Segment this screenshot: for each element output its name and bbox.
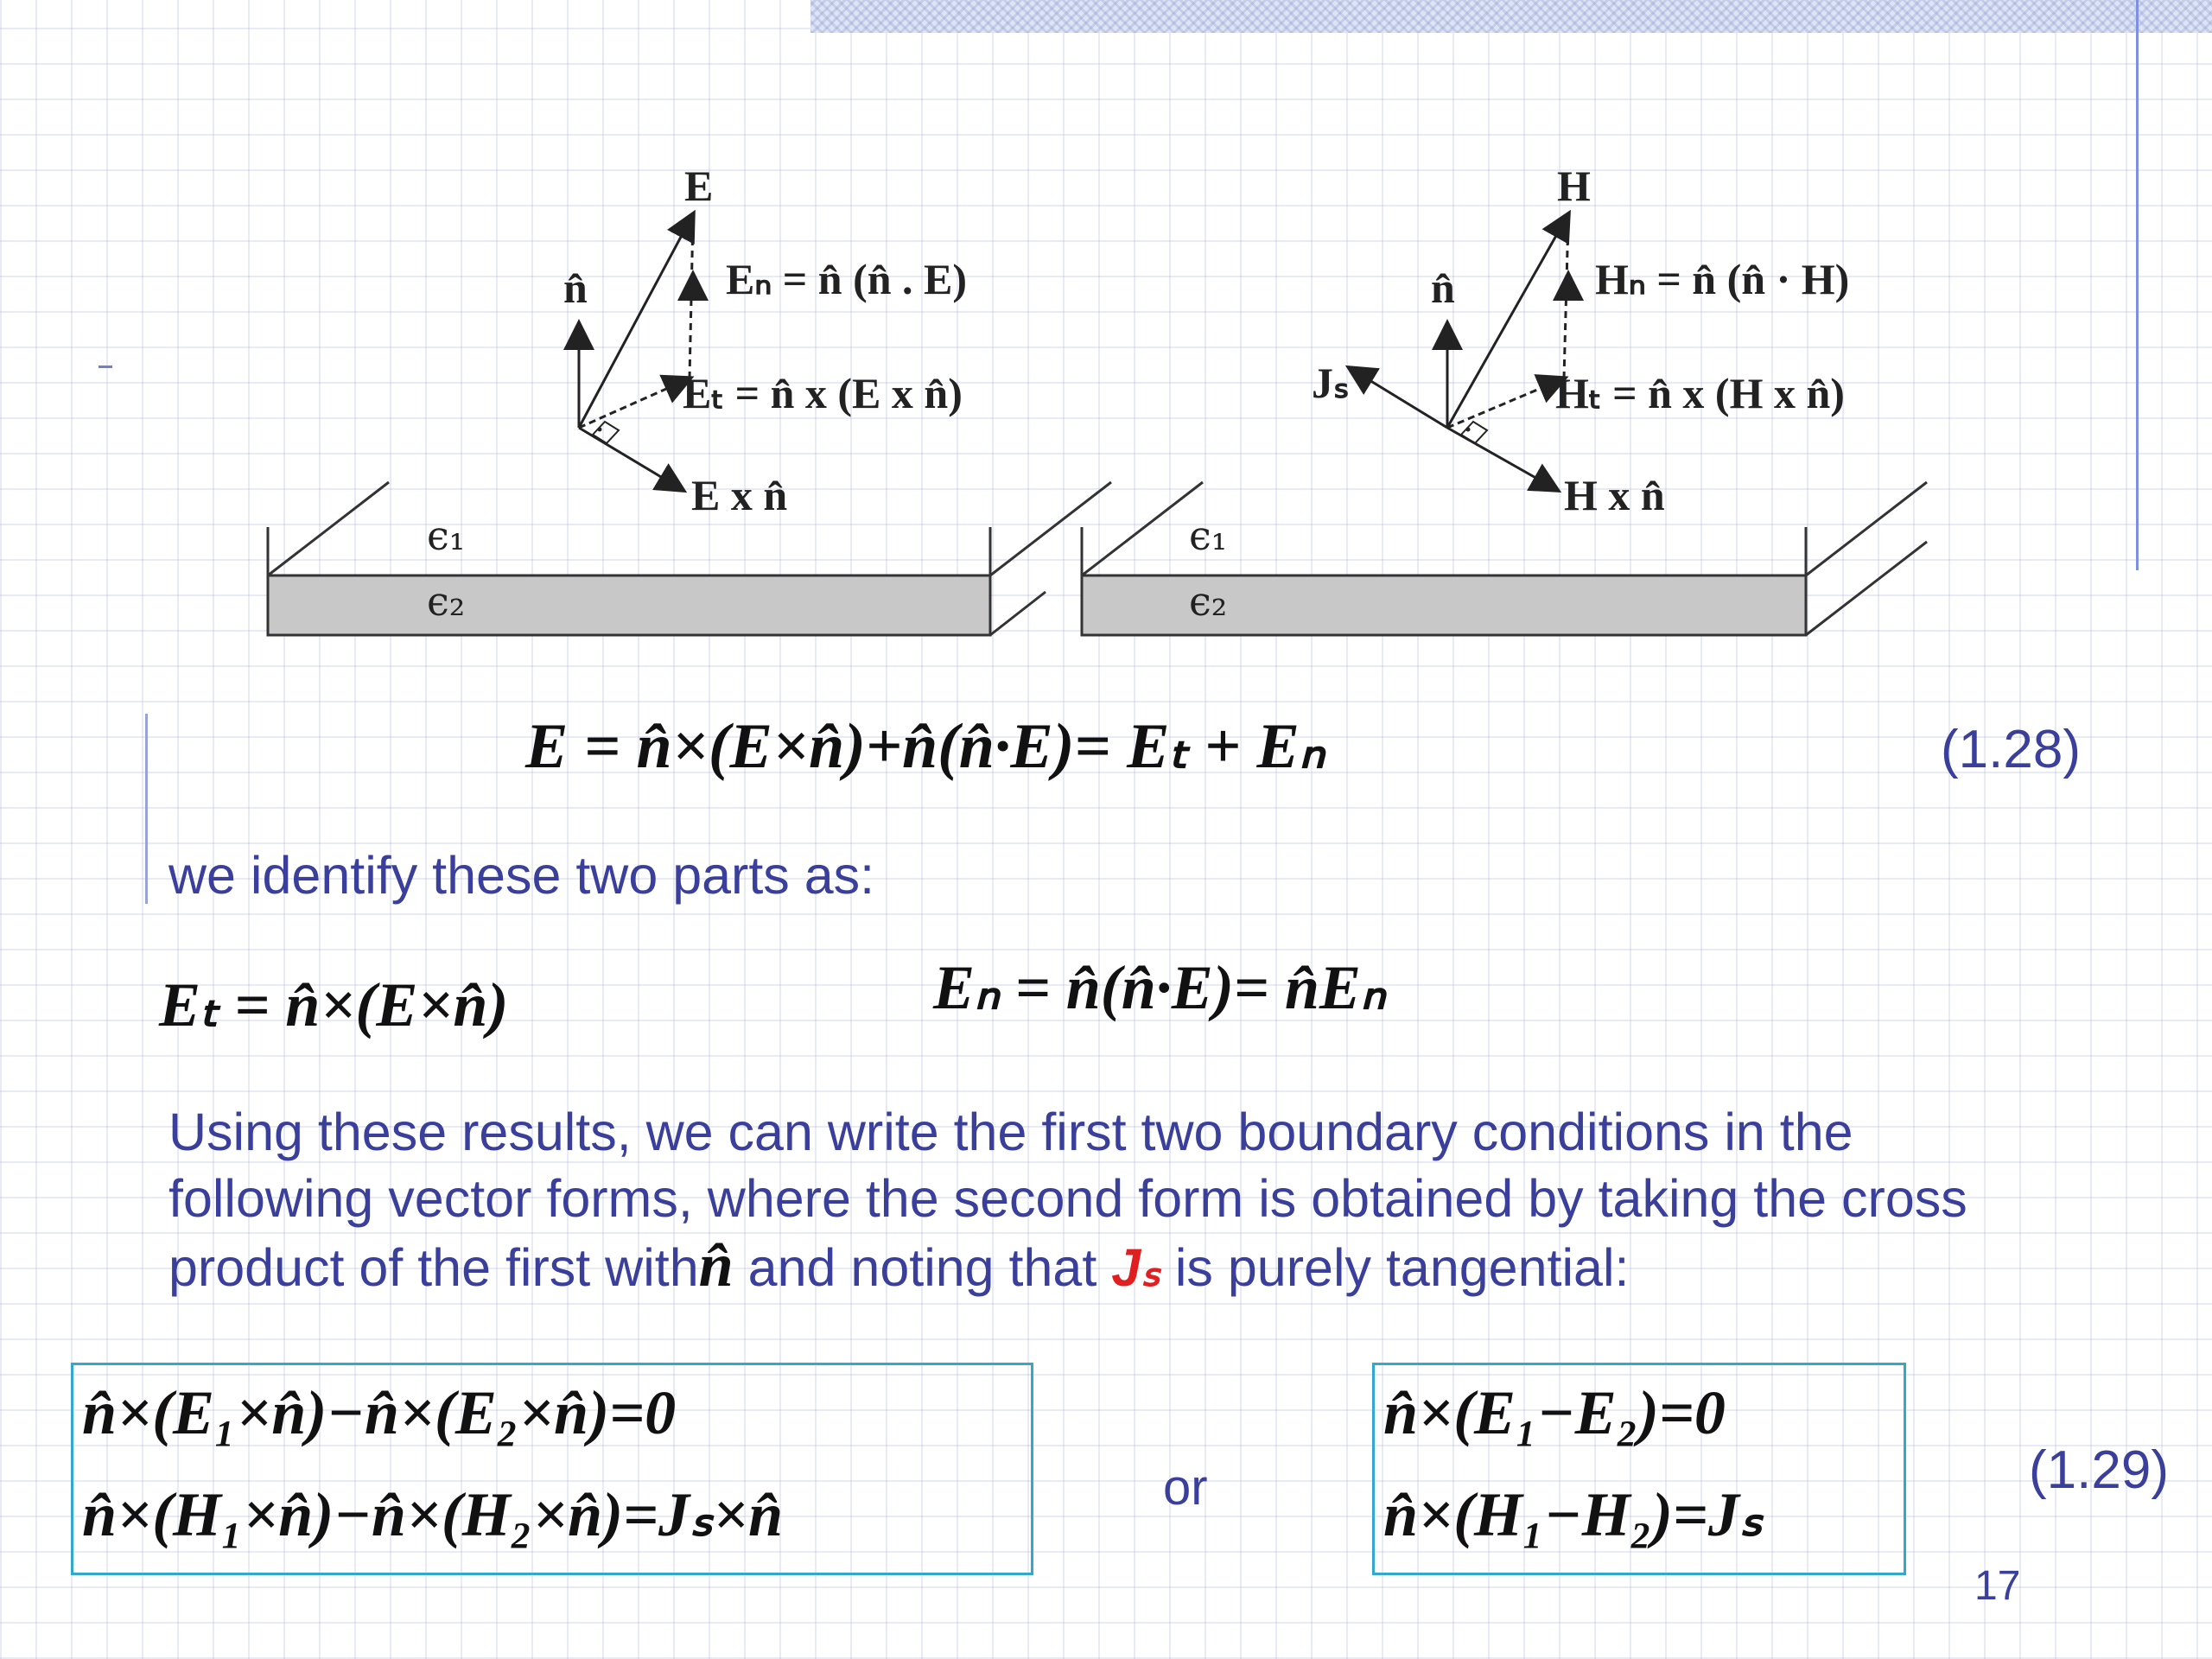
explanation-paragraph [168,1099,2069,1301]
top-decor-bar [810,0,2212,33]
left-decor-line [145,714,148,904]
equation-Et: Eₜ = n̂×(E×n̂) [159,970,509,1039]
paragraph-line-3-c: is purely tangential: [1160,1238,1630,1297]
box-left-line-1: n̂×(E₁×n̂)−n̂×(E₂×n̂)=0 [82,1378,677,1447]
label-En: Eₙ = n̂ (n̂ . E) [726,255,968,303]
label-E: E [684,162,714,210]
equation-number-1-29: (1.29) [2029,1440,2169,1500]
js-symbol: Jₛ [1111,1238,1160,1297]
page-number: 17 [1974,1563,2021,1609]
identify-text: we identify these two parts as: [168,846,875,905]
label-eps2-left: ϵ₂ [427,578,466,625]
equation-En: Eₙ = n̂(n̂·E)= n̂Eₙ [933,953,1386,1022]
label-eps2-right: ϵ₂ [1189,578,1228,625]
label-eps1-right: ϵ₁ [1189,512,1228,559]
label-Hxn: H x n̂ [1564,471,1665,519]
boundary-conditions-box-right [1372,1363,1906,1575]
paragraph-line-3-a: product of the first with [168,1238,699,1297]
or-text: or [1163,1459,1208,1516]
left-slab [268,575,990,635]
paragraph-line-3 [168,1232,2069,1301]
n-hat-symbol: n̂ [698,1230,734,1300]
label-Hn: Hₙ = n̂ (n̂ · H) [1595,255,1850,303]
label-eps1-left: ϵ₁ [427,512,466,559]
paragraph-line-2: following vector forms, where the second form is obtained by taking the cross [168,1169,1967,1228]
label-H: H [1557,162,1591,210]
box-right-line-1: n̂×(E₁−E₂)=0 [1383,1378,1726,1447]
label-Ht: Hₜ = n̂ x (H x n̂) [1555,369,1845,417]
boundary-conditions-box-left [71,1363,1033,1575]
right-panel [1082,162,1927,635]
label-Et: Eₜ = n̂ x (E x n̂) [683,369,963,417]
label-n-right: n̂ [1431,264,1455,312]
equation-number-1-28: (1.28) [1941,720,2081,779]
box-left-line-2: n̂×(H₁×n̂)−n̂×(H₂×n̂)=Jₛ×n̂ [82,1480,783,1549]
paragraph-line-3-b: and noting that [733,1238,1112,1297]
box-right-line-2: n̂×(H₁−H₂)=Jₛ [1383,1480,1763,1549]
equation-1-28: E = n̂×(E×n̂)+n̂(n̂·E)= Eₜ + Eₙ [525,711,1325,782]
boundary-figure-svg [251,147,1961,665]
left-panel [268,162,1111,635]
boundary-figure [251,147,1961,665]
decor-dash [99,365,112,368]
label-Js: Jₛ [1312,359,1350,407]
label-n-left: n̂ [563,264,588,312]
paragraph-line-1: Using these results, we can write the first two boundary conditions in the [168,1103,1853,1161]
label-Exn: E x n̂ [691,471,788,519]
right-decor-line [2136,0,2139,570]
